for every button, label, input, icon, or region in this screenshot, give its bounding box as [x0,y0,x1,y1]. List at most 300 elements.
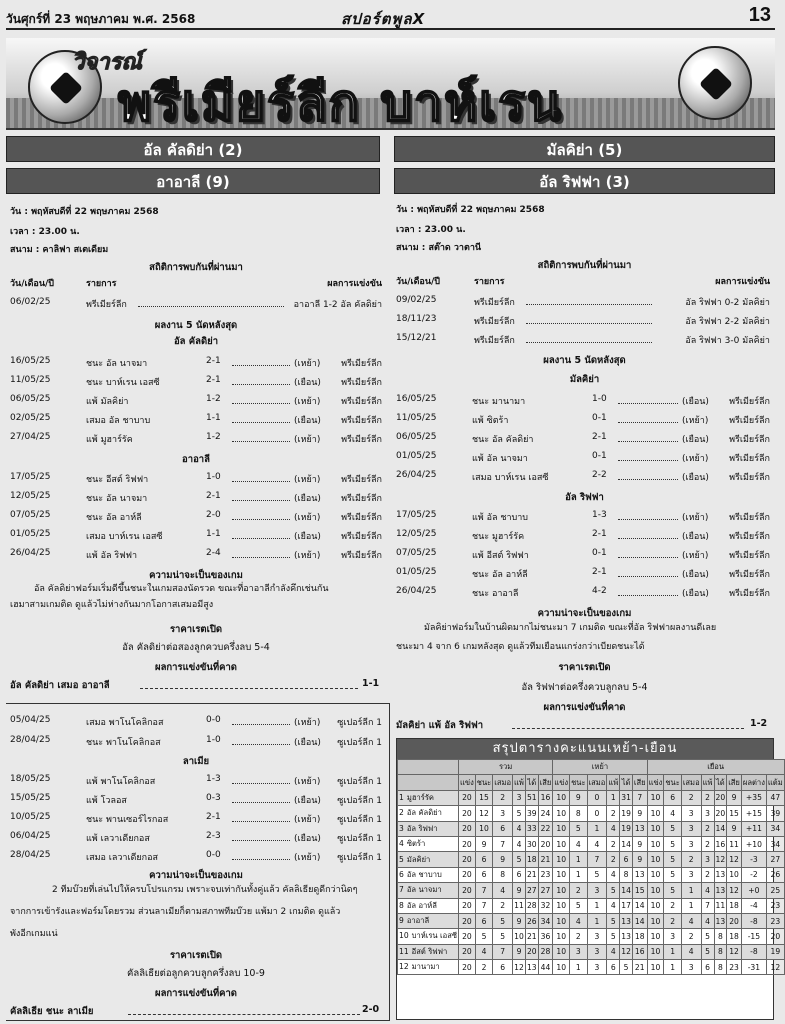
form-date: 02/05/25 [10,413,51,423]
team-name: อัล นาจมา [406,885,442,895]
stat-cell: 5 [513,806,526,821]
form-competition: พรีเมียร์ลีก [729,435,770,445]
stat-cell: 44 [538,960,553,975]
stat-cell: 34 [538,913,553,928]
stat-cell: 1 [664,944,681,959]
stat-cell: 16 [714,836,727,851]
leader-dots [618,460,678,461]
table-row [398,821,785,836]
team-cell [398,929,459,944]
stat-cell: 5 [664,852,681,867]
form-date: 26/04/25 [396,586,437,596]
form-venue: (เหย้า) [294,435,321,445]
team-cell [398,867,459,882]
col-1: ชนะ [570,775,587,790]
h2h-result: อาอาลี 1-2 อัล คัลดิย่า [293,300,382,310]
table-row [398,898,785,913]
chance-right-text-1: มัลคิย่าฟอร์มในบ้านผิดมากไม่ชนะมา 7 เกมติด ขณะที่อัล ริฟฟาผลงานดีเลย [424,623,717,633]
form-row [10,850,382,864]
stat-cell: 20 [459,898,476,913]
form-result: แพ้ เลวาเดียกอส [86,834,150,844]
stat-cell: 10 [647,867,664,882]
stat-cell: 15 [632,883,647,898]
leader-dots [618,595,678,596]
stat-cell: 1 [570,867,587,882]
form-row [396,432,770,446]
form-score: 4-2 [592,586,607,596]
stat-cell: 9 [727,790,742,805]
col-2: เสมอ [493,775,513,790]
form-row [396,548,770,562]
stat-cell: 15 [727,806,742,821]
team-name: ซิตร้า [406,839,426,849]
form-row [396,567,770,581]
away-team-bar-right: อัล ริฟฟา (3) [394,168,775,194]
form-score: 2-1 [206,812,221,822]
form-venue: (เหย้า) [294,359,321,369]
stat-cell: 15 [475,790,492,805]
stat-cell: -4 [741,898,766,913]
stat-cell: 20 [459,790,476,805]
stat-cell: 11 [714,898,727,913]
form-competition: พรีเมียร์ลีก [341,359,382,369]
stat-cell: 2 [664,898,681,913]
stat-cell: 22 [538,821,553,836]
stat-cell: 31 [620,790,633,805]
stat-cell: +0 [741,883,766,898]
form-row [10,831,382,845]
form-competition: ซูเปอร์ลีก 1 [337,853,382,863]
col-5: เสีย [538,775,553,790]
h2h-col-date: วัน/เดือน/ปี [10,279,54,289]
stat-cell: -2 [741,867,766,882]
stat-cell: 10 [553,913,570,928]
stat-cell: 5 [513,852,526,867]
col-3: แพ้ [701,775,714,790]
section-banner [6,38,775,130]
stat-cell: -31 [741,960,766,975]
stat-cell: 5 [664,821,681,836]
form-row [396,470,770,484]
stat-cell: 10 [647,821,664,836]
form-row [10,715,382,729]
h2h-col-result: ผลการแข่งขัน [327,279,382,289]
form-venue: (เยือน) [294,834,321,844]
stat-cell: 10 [553,883,570,898]
form-result: เสมอ พาโนโคลิกอส [86,718,164,728]
stat-cell: 7 [475,898,492,913]
form-result: ชนะ พานเซอร์ไรกอส [86,815,169,825]
form-result: ชนะ อัล อาห์ลี [86,513,142,523]
stat-cell: -3 [741,852,766,867]
stat-cell: 2 [607,806,620,821]
form-score: 0-1 [592,548,607,558]
team-rank: 5 [399,854,404,864]
team-name: อัล อาห์ลี [406,900,437,910]
form-competition: พรีเมียร์ลีก [341,378,382,388]
form-score: 0-3 [206,793,221,803]
form-competition: ซูเปอร์ลีก 1 [337,796,382,806]
match-day: วัน : พฤหัสบดีที่ 22 พฤษภาคม 2568 [10,207,159,217]
stat-cell: 5 [570,898,587,913]
form-venue: (เหย้า) [682,513,709,523]
form-result: แพ้ โวลอส [86,796,127,806]
stat-cell: 3 [701,852,714,867]
team-cell [398,790,459,805]
form-competition: พรีเมียร์ลีก [729,570,770,580]
stat-cell: 23 [727,960,742,975]
leader-dots [232,500,290,501]
form-competition: ซูเปอร์ลีก 1 [337,777,382,787]
h2h-header-right [396,274,770,288]
table-row [398,960,785,975]
stat-cell: 13 [714,913,727,928]
odds-text-2: คัลลิเธียต่อลูกควบลูกครึ่งลบ 10-9 [127,968,265,979]
h2h-row [396,295,770,309]
team-name: อาอาลี [406,916,430,926]
chance-title-2: ความน่าจะเป็นของเกม [149,870,243,881]
stat-cell: 14 [714,821,727,836]
group-away: เยือน [647,760,784,775]
stat-cell: 9 [570,790,587,805]
stat-cell: 2 [664,913,681,928]
stat-cell: 10 [647,852,664,867]
form-result: แพ้ อัล นาจมา [472,454,528,464]
stat-cell: 8 [570,806,587,821]
stat-cell: 10 [553,836,570,851]
stat-cell: 12 [714,852,727,867]
stat-cell: 2 [475,960,492,975]
form-result: ชนะ มานามา [472,397,526,407]
form-result: เสมอ บาห์เรน เอสซี [86,532,163,542]
stat-cell: 18 [525,852,538,867]
h2h-row [396,333,770,347]
leader-dots [232,441,290,442]
stat-cell: 32 [538,898,553,913]
leader-dots [618,422,678,423]
team-name: บาห์เรน เอสซี [411,931,457,941]
form-row [396,451,770,465]
h2h-comp: พรีเมียร์ลีก [474,298,515,308]
team-cell [398,883,459,898]
stat-cell: 7 [493,836,513,851]
stat-cell: 4 [493,883,513,898]
chance-right-text-2: ชนะมา 4 จาก 6 เกมหลังสุด ดูแล้วทีมเยือนแกร่งกว่าเบียดชนะได้ [396,642,645,652]
form-competition: พรีเมียร์ลีก [341,435,382,445]
stat-cell: 4 [607,821,620,836]
form-result: แพ้ อัล ริฟฟา [86,551,138,561]
last5-title: ผลงาน 5 นัดหลังสุด [154,320,238,331]
stat-cell: 9 [632,852,647,867]
h2h-col-result: ผลการแข่งขัน [715,277,770,287]
match-venue: สนาม : คาลิฟา สเตเดียม [10,245,109,255]
stat-cell: 10 [727,867,742,882]
h2h-row [396,314,770,328]
stat-cell: 10 [647,913,664,928]
stat-cell: 36 [538,929,553,944]
stat-cell: 21 [525,867,538,882]
stat-cell: 6 [620,852,633,867]
stat-cell: 5 [620,960,633,975]
form-venue: (เหย้า) [294,815,321,825]
form-result: แพ้ มูฮาร์รัค [86,435,133,445]
form-score: 2-1 [592,432,607,442]
stat-cell: 19 [620,806,633,821]
stat-cell: 20 [459,836,476,851]
stat-cell: 6 [493,960,513,975]
stat-cell: 5 [475,929,492,944]
standings-table-panel [396,738,783,1020]
stat-cell: 13 [632,867,647,882]
form-row [10,529,382,543]
stat-cell: 6 [513,867,526,882]
stat-cell: 34 [766,821,784,836]
team-name: อัล ชาบาบ [406,869,442,879]
stat-cell: 10 [647,929,664,944]
prediction-text-2: คัลลิเธีย ชนะ ลาเมีย [10,1006,94,1017]
form-score: 0-0 [206,850,221,860]
stat-cell: 26 [525,913,538,928]
chance2-text-3: พังอีกเกมแน่ [10,929,58,939]
stat-cell: 1 [587,821,607,836]
col-3: แพ้ [513,775,526,790]
stat-cell: 6 [475,867,492,882]
match-time: เวลา : 23.00 น. [10,227,80,237]
col-2: เสมอ [681,775,701,790]
form-date: 16/05/25 [10,356,51,366]
stat-cell: 21 [525,929,538,944]
form-row [10,356,382,370]
stat-cell: 2 [570,929,587,944]
form-competition: พรีเมียร์ลีก [341,397,382,407]
form-score: 1-1 [206,529,221,539]
leader-dots [232,384,290,385]
team-cell [398,913,459,928]
stat-cell: 10 [553,944,570,959]
leader-dots [618,557,678,558]
standings-body [398,790,785,975]
table-row [398,806,785,821]
odds-title: ราคาเรตเปิด [169,624,223,635]
stat-cell: 20 [459,913,476,928]
form-venue: (เยือน) [682,570,709,580]
stat-cell: 3 [587,960,607,975]
lamia-form-title: ลาเมีย [182,756,210,767]
stat-cell: 8 [493,867,513,882]
form-row [396,529,770,543]
form-date: 28/04/25 [10,735,51,745]
banner-kicker: วิจารณ์ [72,50,142,75]
stat-cell: 25 [766,883,784,898]
stat-cell: 10 [553,929,570,944]
stat-cell: 3 [681,960,701,975]
form-date: 26/04/25 [396,470,437,480]
stat-cell: 12 [475,806,492,821]
stat-cell: 3 [587,944,607,959]
stat-cell: 27 [766,852,784,867]
prediction-score: 1-1 [362,678,380,689]
col-4: ได้ [525,775,538,790]
form-result: ชนะ อัล นาจมา [86,359,148,369]
form-result: ชนะ อาอาลี [472,589,519,599]
col-team [398,775,459,790]
stat-cell: 28 [538,944,553,959]
form-date: 01/05/25 [396,567,437,577]
form-row [10,432,382,446]
form-competition: ซูเปอร์ลีก 1 [337,815,382,825]
form-venue: (เหย้า) [294,475,321,485]
form-row [10,375,382,389]
form-score: 1-3 [592,510,607,520]
form-score: 0-1 [592,413,607,423]
h2h-header [10,276,382,290]
prediction-leader-right [512,728,744,729]
form-venue: (เยือน) [682,589,709,599]
stat-cell: 23 [538,867,553,882]
publication-logo: สปอร์ตพูลX [341,10,426,28]
leader-dots [618,441,678,442]
stat-cell: 4 [607,867,620,882]
prediction-score-2: 2-0 [362,1004,380,1015]
form-date: 01/05/25 [396,451,437,461]
form-venue: (เหย้า) [682,551,709,561]
form-score: 1-2 [206,432,221,442]
form-score: 2-0 [206,510,221,520]
form-competition: พรีเมียร์ลีก [729,473,770,483]
stat-cell: 12 [513,960,526,975]
stat-cell: 10 [553,806,570,821]
form-venue: (เหย้า) [294,718,321,728]
stat-cell: 9 [632,806,647,821]
form-result: เสมอ เลวาเดียกอส [86,853,159,863]
standings-table [397,759,785,975]
stat-cell: 2 [570,883,587,898]
form-row [10,793,382,807]
stat-cell: +35 [741,790,766,805]
stat-cell: 20 [459,806,476,821]
form-date: 06/04/25 [10,831,51,841]
team-rank: 2 [399,808,404,818]
form-date: 06/05/25 [396,432,437,442]
prediction-title: ผลการแข่งขันที่คาด [155,662,237,673]
stat-cell: 23 [766,898,784,913]
col-0: แข่ง [553,775,570,790]
stat-cell: 11 [727,836,742,851]
stat-cell: 7 [587,852,607,867]
stat-cell: 1 [587,913,607,928]
prediction-text-right: มัลคิย่า แพ้ อัล ริฟฟา [396,720,484,731]
odds-text: อัล คัลดิย่าต่อสองลูกควบครึ่งลบ 5-4 [122,642,270,653]
table-row [398,929,785,944]
stat-cell: 1 [570,960,587,975]
stat-cell: 9 [513,944,526,959]
stat-cell: 4 [681,913,701,928]
stat-cell: 5 [607,913,620,928]
h2h-title: สถิติการพบกันที่ผ่านมา [149,262,243,273]
team-rank: 12 [399,962,409,972]
form-competition: พรีเมียร์ลีก [729,589,770,599]
stat-cell: +10 [741,836,766,851]
stat-cell: 13 [620,929,633,944]
leader-dots [232,744,290,745]
stat-cell: 33 [525,821,538,836]
form-result: ชนะ มูฮาร์รัค [472,532,525,542]
standings-col-header [398,775,785,790]
chance2-text-1: 2 ทีมบ๊วยที่เล่นไปให้ครบโปรแกรม เพราะจบเท่ากันทั้งคู่แล้ว คัลลิเธียดูดีกว่านิดๆ [52,885,358,895]
form-venue: (เยือน) [294,494,321,504]
form-date: 17/05/25 [10,472,51,482]
stat-cell: 10 [647,836,664,851]
chance2-text-2: จากการเข้ารังและฟอร์มโดยรวม ส่วนลาเมียก็ตามสภาพทีมบ๊วย แพ้มา 2 เกมติด ดูแล้ว [10,907,341,917]
table-row [398,852,785,867]
stat-cell: 0 [587,806,607,821]
standings-group-header [398,760,785,775]
stat-cell: 5 [493,913,513,928]
stat-cell: 14 [632,898,647,913]
form-competition: พรีเมียร์ลีก [729,513,770,523]
stat-cell: 5 [493,929,513,944]
stat-cell: 3 [664,929,681,944]
stat-cell: 10 [475,821,492,836]
stat-cell: 8 [714,960,727,975]
stat-cell: 2 [607,852,620,867]
form-row [10,548,382,562]
h2h-row [10,297,382,311]
stat-cell: 10 [553,790,570,805]
stat-cell: 10 [553,960,570,975]
team-cell [398,898,459,913]
form-row [10,735,382,749]
home-team-bar-right: มัลคิย่า (5) [394,136,775,162]
form-date: 28/04/25 [10,850,51,860]
leader-dots [526,323,652,324]
stat-cell: 18 [727,929,742,944]
stat-cell: 2 [607,836,620,851]
h2h-title-right: สถิติการพบกันที่ผ่านมา [537,260,632,271]
prediction-title-right: ผลการแข่งขันที่คาด [543,702,626,713]
leader-dots [232,403,290,404]
form-score: 0-0 [206,715,221,725]
stat-cell: 12 [727,944,742,959]
leader-dots [232,724,290,725]
col-1: ชนะ [475,775,492,790]
stat-cell: 20 [727,913,742,928]
form-venue: (เยือน) [682,532,709,542]
table-row [398,790,785,805]
team-cell [398,944,459,959]
stat-cell: 2 [701,790,714,805]
form-date: 11/05/25 [10,375,51,385]
stat-cell: 16 [632,944,647,959]
group-total: รวม [459,760,553,775]
leader-dots [618,519,678,520]
stat-cell: 16 [538,790,553,805]
page-header [6,4,775,30]
team-cell [398,821,459,836]
form-row [396,586,770,600]
stat-cell: 20 [538,836,553,851]
leader-dots [618,538,678,539]
stat-cell: 2 [681,790,701,805]
stat-cell: 20 [459,944,476,959]
form-venue: (เหย้า) [294,853,321,863]
chance-text-2: เฮมาสามเกมติด ดูแล้วไม่ห่างกันมากโอกาสเสมอมีสูง [10,600,214,610]
stat-cell: 9 [632,836,647,851]
stat-cell: 4 [513,821,526,836]
form-venue: (เยือน) [294,532,321,542]
stat-cell: 5 [701,929,714,944]
team-rank: 9 [399,916,404,926]
